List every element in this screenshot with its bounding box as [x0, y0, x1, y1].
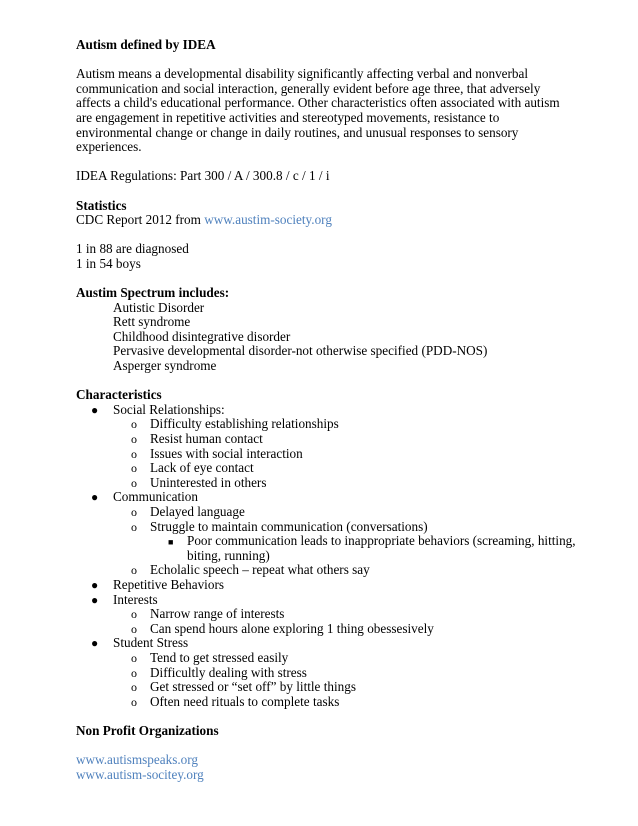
bullet-icon: ●	[91, 490, 99, 505]
statistics-source-text: CDC Report 2012 from	[76, 212, 205, 228]
list-item: o Echolalic speech – repeat what others say	[131, 562, 370, 578]
circle-bullet-icon: o	[131, 417, 137, 432]
circle-bullet-icon: o	[131, 665, 137, 680]
document-title: Autism defined by IDEA	[76, 37, 216, 52]
nonprofit-heading: Non Profit Organizations	[76, 722, 219, 738]
circle-bullet-icon: o	[131, 680, 137, 695]
list-item: o Resist human contact	[131, 431, 263, 447]
statistics-heading: Statistics	[76, 197, 127, 213]
list-item: o Narrow range of interests	[131, 606, 285, 622]
autism-socitey-link[interactable]: www.autism-socitey.org	[76, 766, 204, 782]
list-item: ● Interests	[91, 591, 158, 607]
list-item: o Tend to get stressed easily	[131, 649, 289, 665]
list-item: o Difficultly dealing with stress	[131, 664, 307, 680]
circle-bullet-icon: o	[131, 475, 137, 490]
list-item: o Struggle to maintain communication (conversations)	[131, 518, 428, 534]
circle-bullet-icon: o	[131, 432, 137, 447]
bullet-icon: ●	[91, 577, 99, 592]
list-item: o Issues with social interaction	[131, 445, 303, 461]
list-item: o Uninterested in others	[131, 474, 267, 490]
list-item: o Delayed language	[131, 504, 245, 519]
circle-bullet-icon: o	[131, 563, 137, 578]
spectrum-item: Childhood disintegrative disorder	[113, 328, 291, 344]
characteristics-list	[76, 403, 576, 709]
document-page	[76, 38, 576, 782]
circle-bullet-icon: o	[131, 505, 137, 519]
list-item: ● Repetitive Behaviors	[91, 576, 224, 592]
list-item: ● Student Stress	[91, 635, 189, 651]
idea-regulations: IDEA Regulations: Part 300 / A / 300.8 / c / 1 / i	[76, 168, 330, 184]
list-item: o Often need rituals to complete tasks	[131, 693, 340, 709]
circle-bullet-icon: o	[131, 519, 137, 534]
circle-bullet-icon: o	[131, 650, 137, 665]
bullet-icon: ●	[91, 636, 99, 651]
list-item: ● Social Relationships:	[91, 401, 225, 417]
circle-bullet-icon: o	[131, 446, 137, 461]
circle-bullet-icon: o	[131, 694, 137, 709]
spectrum-item: Rett syndrome	[113, 314, 191, 330]
circle-bullet-icon: o	[131, 621, 137, 636]
spectrum-item: Autistic Disorder	[113, 299, 205, 315]
list-item: ■ Poor communication leads to inappropriate behaviors (screaming, hitting, biting, running)	[168, 533, 576, 563]
stat-diagnosed: 1 in 88 are diagnosed	[76, 241, 189, 257]
list-item: o Can spend hours alone exploring 1 thing obessesively	[131, 620, 434, 636]
spectrum-item: Asperger syndrome	[113, 358, 217, 374]
square-bullet-icon: ■	[168, 537, 174, 548]
autismspeaks-link[interactable]: www.autismspeaks.org	[76, 752, 198, 768]
characteristics-heading: Characteristics	[76, 387, 162, 403]
list-item: o Get stressed or “set off” by little things	[131, 679, 356, 695]
statistics-source	[76, 213, 576, 228]
circle-bullet-icon: o	[131, 461, 137, 476]
spectrum-item: Pervasive developmental disorder-not otherwise specified (PDD-NOS)	[113, 343, 488, 359]
spectrum-heading: Austim Spectrum includes:	[76, 285, 230, 301]
list-item: o Difficulty establishing relationships	[131, 416, 339, 432]
austim-society-link[interactable]: www.austim-society.org	[204, 212, 332, 228]
circle-bullet-icon: o	[131, 607, 137, 622]
list-item: o Lack of eye contact	[131, 460, 254, 476]
bullet-icon: ●	[91, 592, 99, 607]
stat-boys: 1 in 54 boys	[76, 255, 141, 271]
autism-definition: Autism means a developmental disability significantly affecting verbal and nonverbal communication and social interaction, generally evident before age three, that adversely affects a child's educational performance. Other characteristics often associated with autism are engagement in repetitive activities and stereotyped movements, resistance to environmental change or change in daily routines, and unusual responses to sensory experiences.	[76, 66, 560, 155]
list-item: ● Communication	[91, 489, 198, 505]
bullet-icon: ●	[91, 402, 99, 417]
